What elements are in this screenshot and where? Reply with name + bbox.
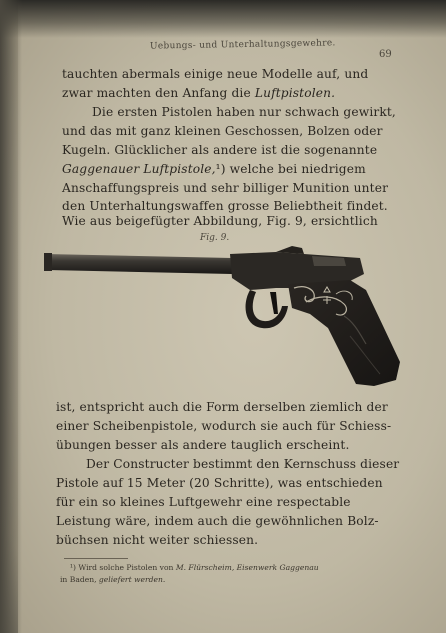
body-line-1: tauchten abermals einige neue Modelle auf, und [62, 67, 369, 81]
running-title: Uebungs- und Unterhaltungsgewehre. [149, 38, 336, 52]
air-pistol-illustration [44, 244, 406, 390]
body-line-4: und das mit ganz kleinen Geschossen, Bolzen oder [62, 124, 383, 138]
body-line-11: einer Scheibenpistole, wodurch sie auch für Schiess- [56, 419, 392, 433]
body-line-3: Die ersten Pistolen haben nur schwach gewirkt, [92, 105, 396, 119]
body-line-6: Gaggenauer Luftpistole,¹) welche bei niedrigem [62, 162, 366, 176]
footnote-line-2: in Baden, geliefert werden. [60, 575, 166, 584]
body-line-16: Leistung wäre, indem auch die gewöhnlichen Bolz- [56, 514, 379, 528]
body-line-7: Anschaffungspreis und sehr billiger Munition unter [62, 181, 389, 195]
body-line-8: den Unterhaltungswaffen grosse Beliebtheit findet. [62, 199, 388, 213]
body-line-5: Kugeln. Glücklicher als andere ist die sogenannte [62, 143, 378, 157]
left-shadow [0, 0, 22, 633]
body-line-9: Wie aus beigefügter Abbildung, Fig. 9, ersichtlich [62, 214, 378, 228]
body-line-14: Pistole auf 15 Meter (20 Schritte), was entschieden [56, 476, 383, 490]
page-number: 69 [379, 49, 392, 60]
figure-caption: Fig. 9. [200, 233, 230, 243]
body-line-15: für ein so kleines Luftgewehr eine respectable [56, 495, 351, 509]
body-line-10: ist, entspricht auch die Form derselben ziemlich der [56, 400, 388, 414]
top-shadow [0, 0, 446, 38]
footnote-rule [64, 558, 128, 559]
footnote-line-1: ¹) Wird solche Pistolen von M. Flürscheim, Eisenwerk Gaggenau [70, 563, 319, 572]
body-line-17: büchsen nicht weiter schiessen. [56, 533, 259, 547]
body-line-12: übungen besser als andere tauglich erscheint. [56, 438, 350, 452]
body-line-2: zwar machten den Anfang die Luftpistolen. [62, 86, 336, 100]
body-line-13: Der Constructer bestimmt den Kernschuss dieser [86, 457, 400, 471]
